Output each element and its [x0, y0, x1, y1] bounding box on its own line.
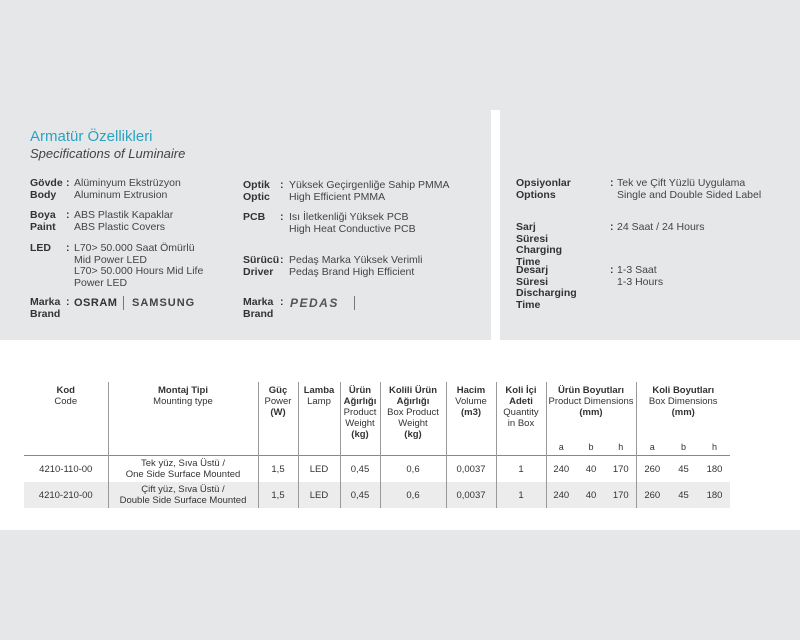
- header-power: Güç Power (W): [258, 382, 298, 442]
- section-title: Armatür Özellikleri: [30, 128, 153, 145]
- table-row: 4210-110-00 Tek yüz, Sıva Üstü / One Side Surface Mounted 1,5 LED 0,45 0,6 0,0037 1 240 40 170 260 45 180: [24, 456, 730, 483]
- header-product-weight: Ürün Ağırlığı Product Weight (kg): [340, 382, 380, 442]
- dimension-subheader-row: a b h a b h: [24, 442, 730, 456]
- samsung-logo: SAMSUNG: [132, 297, 196, 309]
- header-box-dimensions: Koli Boyutları Box Dimensions (mm): [636, 382, 730, 442]
- header-mounting-type: Montaj Tipi Mounting type: [108, 382, 258, 442]
- product-table: [24, 382, 730, 508]
- logo-separator: [354, 296, 355, 310]
- panel-divider: [491, 110, 500, 340]
- header-volume: Hacim Volume (m3): [446, 382, 496, 442]
- header-quantity: Koli İçi Adeti Quantity in Box: [496, 382, 546, 442]
- section-subtitle: Specifications of Luminaire: [30, 146, 186, 161]
- footer-band: [0, 530, 800, 640]
- pedas-logo: PEDAS: [290, 296, 339, 310]
- logo-separator: [123, 296, 124, 310]
- header-code: Kod Code: [54, 385, 78, 407]
- header-box-weight: Kolili Ürün Ağırlığı Box Product Weight (kg): [380, 382, 446, 442]
- osram-logo: OSRAM: [74, 297, 118, 309]
- table-row: 4210-210-00 Çift yüz, Sıva Üstü / Double Side Surface Mounted 1,5 LED 0,45 0,6 0,0037 1 240 40 170 260 45 180: [24, 482, 730, 508]
- header-product-dimensions: Ürün Boyutları Product Dimensions (mm): [546, 382, 636, 442]
- header-lamp: Lamba Lamp: [298, 382, 340, 442]
- table-header-row: [24, 382, 730, 442]
